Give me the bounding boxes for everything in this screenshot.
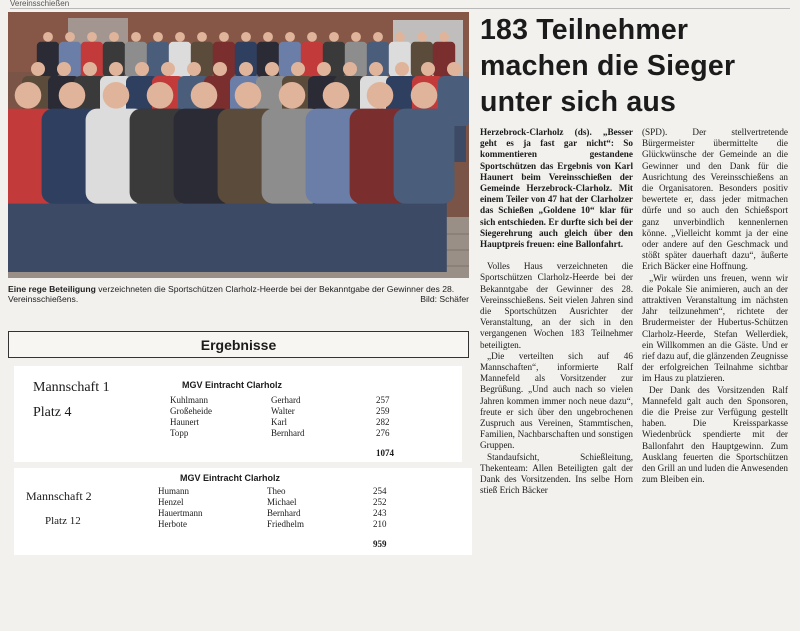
club-name: MGV Eintracht Clarholz <box>182 380 283 390</box>
team-total: 959 <box>373 539 387 549</box>
article-paragraph: „Die verteilten sich auf 46 Mannschaften“, informierte Ralf Mannefeld als Vorsitzender zur Begrüßung. „Und auch nach so vielen Jahren kommen immer noch neue dazu“, freute er sich über den ungebrochenen Zuspruch aus Vereinen, Stammtischen, Familien, Nachbarschaften und sonstigen Gruppen. <box>480 350 633 451</box>
club-name: MGV Eintracht Clarholz <box>180 473 281 483</box>
score: 252 <box>373 497 387 507</box>
score: 276 <box>376 428 390 438</box>
table-row <box>14 428 462 439</box>
table-row <box>14 519 472 530</box>
last-name: Kuhlmann <box>170 395 208 405</box>
article-lead-paragraph: Herzebrock-Clarholz (ds). „Besser geht es ja fast gar nicht“: So kommentieren gestandene Sportschützen das Ergebnis von Karl Haunert beim Vereinsschießen der Gemeinde Herzebrock-Clarholz. Mit einem Teiler von 47 hat der Clarholzer das Schießen „Goldene 10“ klar für sich entschieden. Er durfte sich bei der Siegerehrung auch gleich über den Hauptpreis freuen: eine Ballonfahrt. <box>480 127 633 250</box>
last-name: Haunert <box>170 417 199 427</box>
article-paragraph: „Wir würden uns freuen, wenn wir die Pokale Sie animieren, auch an der attraktiven Veranstaltung im nächsten Jahr teilzunehmen“, richtete der Brudermeister der Hubertus-Schützen Clarholz-Heerde, Stefan Wellerdiek, ein Willkommen an die Gäste. Und er rief dazu auf, die glänzenden Zeugnisse der erfolgreichen Teilnahme sichtbar im Haus zu platzieren. <box>642 272 788 384</box>
team-place: Platz 12 <box>45 515 81 527</box>
first-name: Gerhard <box>271 395 301 405</box>
first-name: Karl <box>271 417 287 427</box>
team-label: Mannschaft 1 <box>33 380 110 395</box>
photo-caption <box>8 284 469 304</box>
table-row <box>14 417 462 428</box>
table-row <box>14 497 472 508</box>
last-name: Henzel <box>158 497 184 507</box>
first-name: Michael <box>267 497 297 507</box>
score: 282 <box>376 417 390 427</box>
team-label: Mannschaft 2 <box>26 489 92 503</box>
article-column-1 <box>480 127 633 497</box>
group-photo <box>8 12 469 278</box>
team-result-box <box>14 468 472 555</box>
first-name: Friedhelm <box>267 519 304 529</box>
last-name: Herbote <box>158 519 187 529</box>
last-name: Topp <box>170 428 189 438</box>
group-photo-image <box>8 12 469 278</box>
score: 257 <box>376 395 390 405</box>
table-row <box>14 508 472 519</box>
team-place: Platz 4 <box>33 405 72 420</box>
first-name: Bernhard <box>267 508 301 518</box>
article-column-2 <box>642 127 788 486</box>
results-heading: Ergebnisse <box>8 331 469 358</box>
article-paragraph: (SPD). Der stellvertretende Bürgermeister übermittelte die Glückwünsche der Gemeinde an die Gewinner und den Dank für die Ausrichtung des Vereinsschießens an die Organisatoren. Besonders positiv bewertete er, dass jeder mitmachen dürfe und so auch den Schießsport ganz unverbindlich kennenlernen könne. „Vielleicht kommt ja der eine oder andere auf den Geschmack und stößt später dauerhaft dazu“, äußerte Erich Bäcker eine Hoffnung. <box>642 127 788 272</box>
first-name: Bernhard <box>271 428 305 438</box>
table-row <box>14 406 462 417</box>
first-name: Walter <box>271 406 295 416</box>
table-row <box>14 486 472 497</box>
caption-lead: Eine rege Beteiligung <box>8 284 96 294</box>
score: 259 <box>376 406 390 416</box>
last-name: Großeheide <box>170 406 212 416</box>
first-name: Theo <box>267 486 286 496</box>
article-paragraph: Der Dank des Vorsitzenden Ralf Mannefeld galt auch den Sponsoren, die die Preise zur Verfügung gestellt haben. Die Kreissparkasse Wiedenbrück spendierte mit der Ballonfahrt den Hauptgewinn. Zum Ausklang feuerten die Sportschützen den Grill an und luden die Anwesenden zum Bleiben ein. <box>642 384 788 485</box>
team-result-box <box>14 366 462 462</box>
score: 243 <box>373 508 387 518</box>
article-paragraph: Standaufsicht, Schießleitung, Thekenteam: Allen Beteiligten galt der Dank des Vorsitzenden. Ins selbe Horn stieß Erich Bäcker <box>480 451 633 496</box>
section-label: Vereinsschießen <box>10 0 790 9</box>
last-name: Hauertmann <box>158 508 203 518</box>
table-row <box>14 395 462 406</box>
photo-credit: Bild: Schäfer <box>420 294 469 304</box>
score: 210 <box>373 519 387 529</box>
score: 254 <box>373 486 387 496</box>
team-total: 1074 <box>376 448 394 458</box>
caption-text: verzeichneten die Sportschützen Clarholz-Heerde bei der Bekanntgabe der Gewinner des 28. Vereinsschießens. <box>8 284 455 304</box>
article-headline: 183 Teilnehmer machen die Sieger unter sich aus <box>480 14 736 118</box>
last-name: Humann <box>158 486 189 496</box>
article-paragraph: Volles Haus verzeichneten die Sportschützen Clarholz-Heerde bei der Bekanntgabe der Gewinner des 28. Vereinsschießens. Seit vielen Jahren sind die Sportschützen Ausrichter der Veranstaltung, an der sich in den vergangenen Wochen 183 Teilnehmer beteiligten. <box>480 261 633 350</box>
